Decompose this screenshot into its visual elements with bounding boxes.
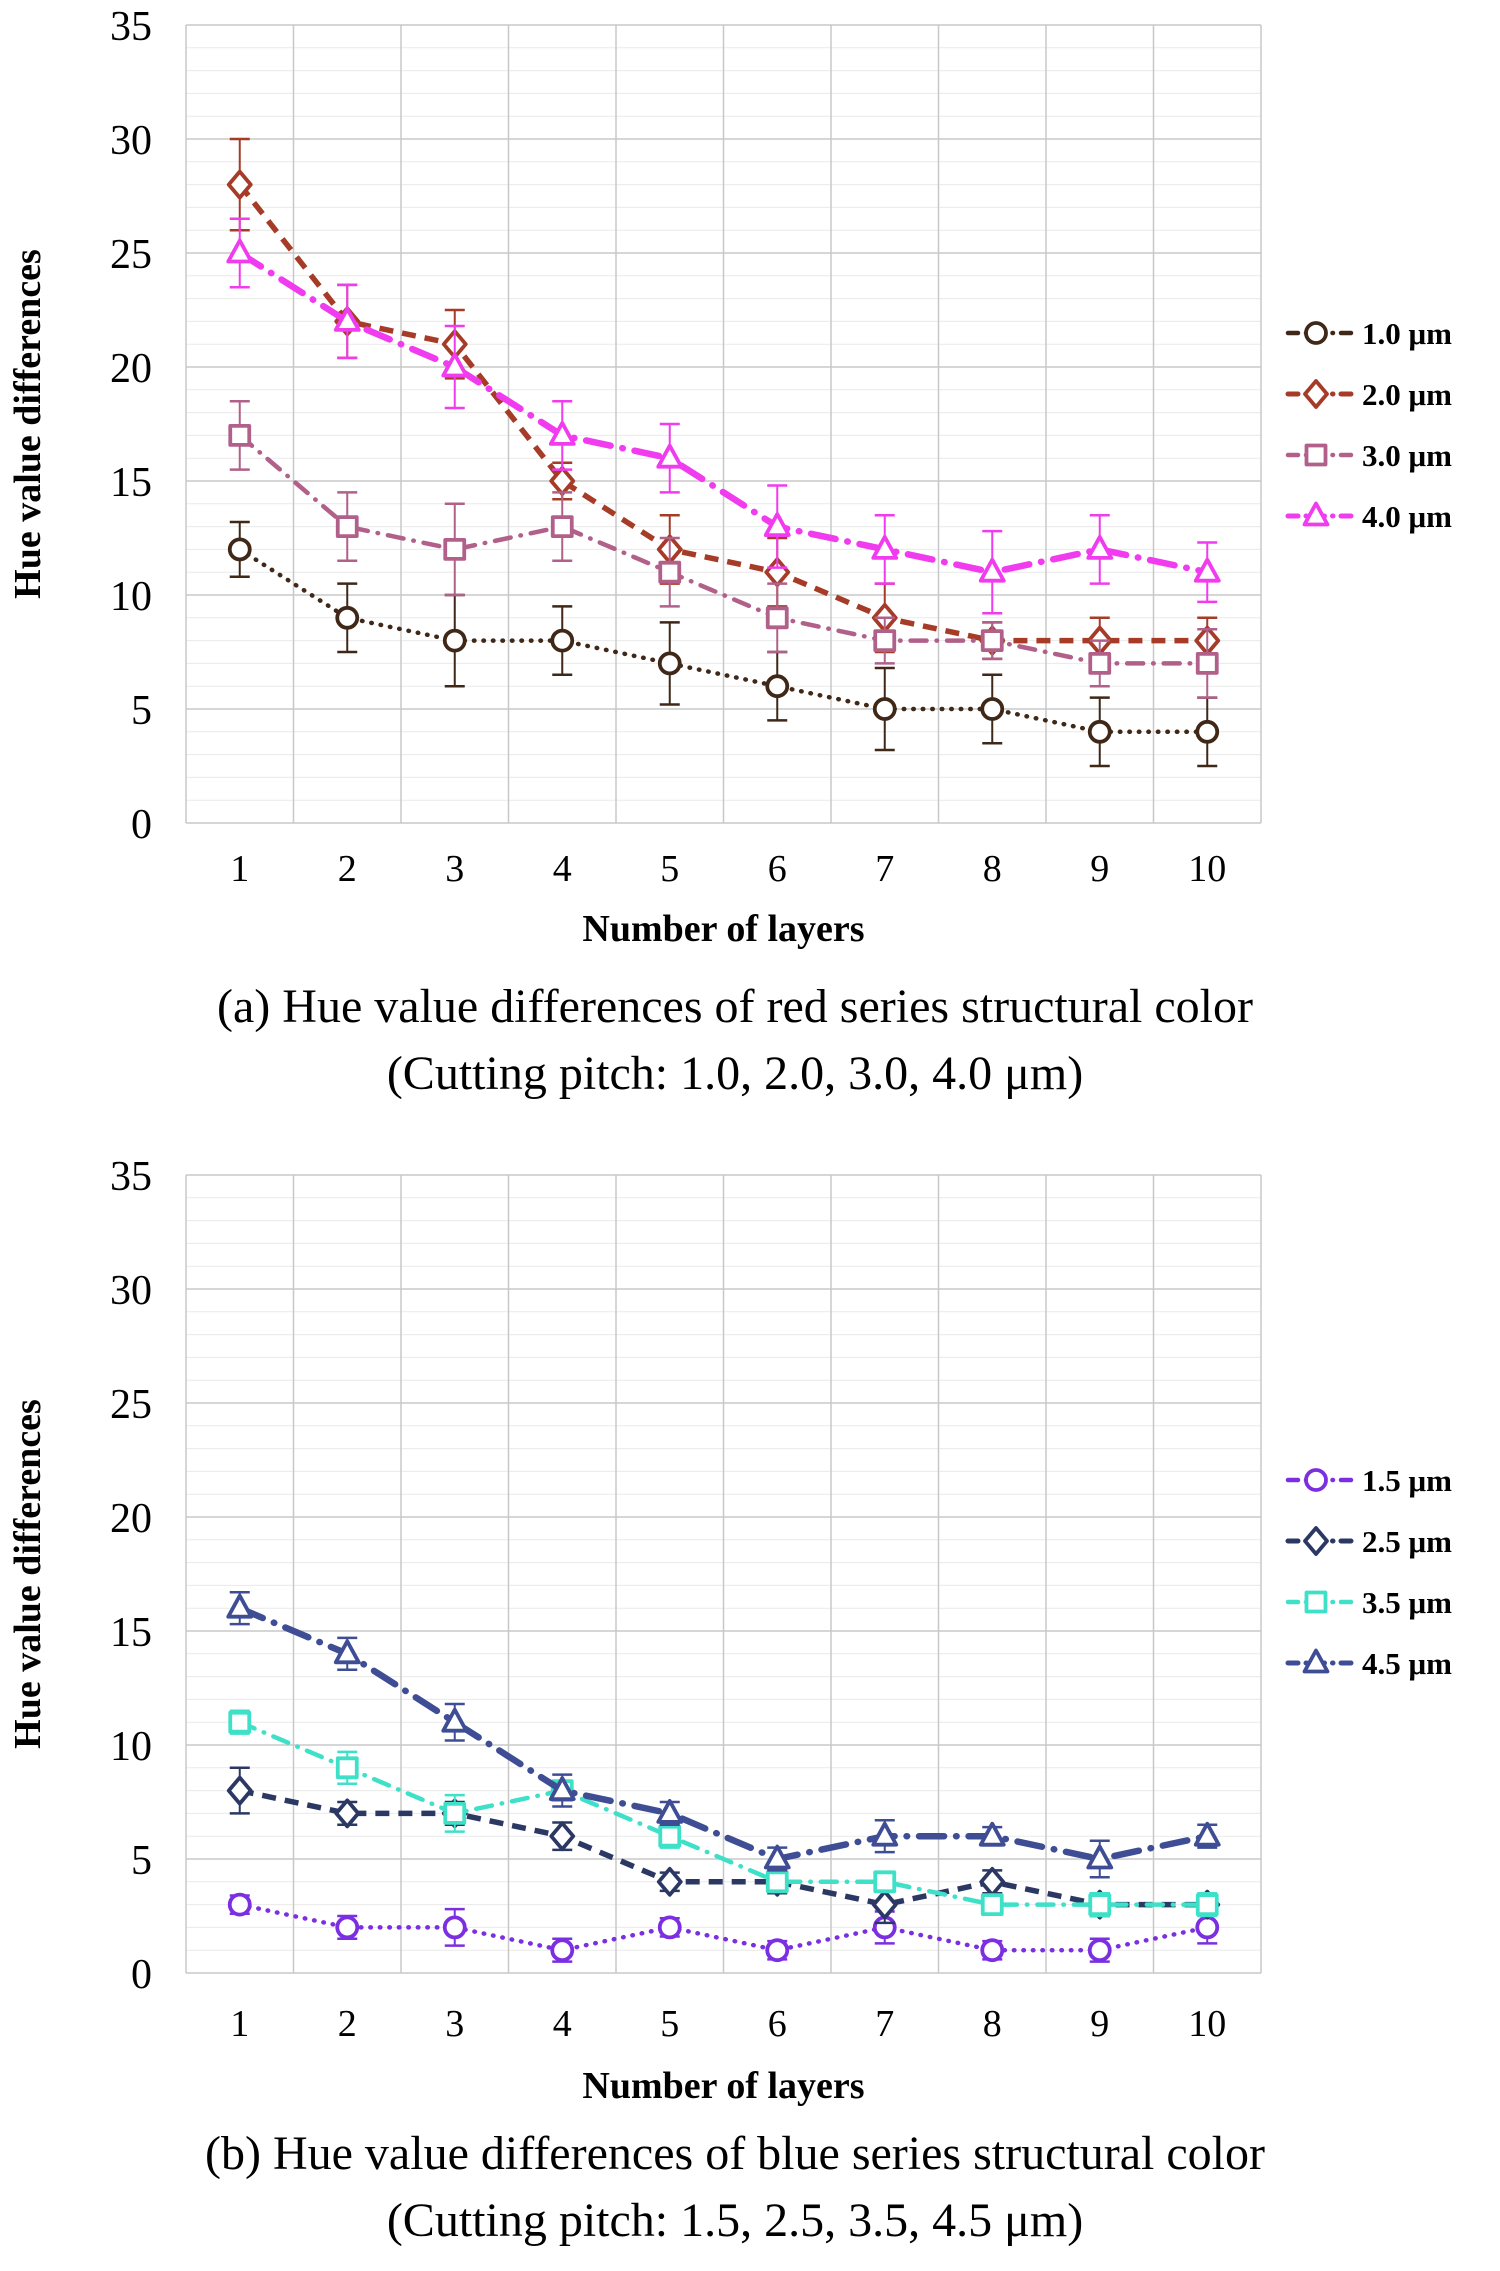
y-axis-title: Hue value differences [7,249,49,599]
legend [1288,1463,1452,1681]
data-point-marker [1090,1940,1110,1960]
data-point-marker [336,1800,358,1826]
x-tick-label: 7 [875,848,895,890]
data-point-marker [983,1895,1002,1914]
data-point-marker [875,1872,894,1891]
caption-b-line2: (Cutting pitch: 1.5, 2.5, 3.5, 4.5 μm) [386,2194,1084,2247]
data-point-marker [981,1869,1003,1895]
chart-b-canvas [0,1150,1500,2271]
data-point-marker [551,1823,573,1849]
legend-marker-icon [1307,1593,1326,1612]
x-tick-label: 2 [337,2003,357,2045]
data-point-marker [768,1872,787,1891]
data-point-marker [767,676,787,696]
data-point-marker [445,1804,464,1823]
legend-label: 2.5 μm [1362,1524,1452,1559]
y-tick-label: 15 [110,460,152,506]
data-point-marker [875,631,894,650]
data-point-marker [1197,722,1217,742]
x-tick-label: 1 [230,2003,250,2045]
data-point-marker [982,699,1002,719]
data-point-marker [874,1892,896,1918]
legend-item-3.0 μm [1288,438,1452,473]
y-tick-label: 20 [110,346,152,392]
data-point-marker [1090,654,1109,673]
x-tick-label: 6 [767,2003,787,2045]
data-point-marker [660,563,679,582]
x-tick-label: 4 [552,2003,572,2045]
y-tick-label: 25 [110,1382,152,1428]
data-point-marker [229,1778,251,1804]
data-point-marker [228,241,251,262]
y-tick-label: 0 [131,802,152,848]
y-axis-title: Hue value differences [7,1399,49,1749]
x-tick-label: 5 [660,2003,680,2045]
data-point-marker [1088,537,1111,558]
data-point-marker [1198,654,1217,673]
x-tick-label: 10 [1188,2003,1227,2045]
legend-item-1.0 μm [1288,316,1452,351]
legend-item-4.0 μm [1288,499,1452,534]
y-tick-label: 5 [131,1838,152,1884]
caption-a-line2: (Cutting pitch: 1.0, 2.0, 3.0, 4.0 μm) [386,1047,1084,1100]
data-point-marker [1090,1895,1109,1914]
data-point-marker [445,631,465,651]
data-point-marker [660,1917,680,1937]
x-tick-label: 9 [1090,2003,1110,2045]
y-tick-label: 10 [110,1724,152,1770]
legend-item-3.5 μm [1288,1585,1452,1620]
data-point-marker [337,1917,357,1937]
y-tick-label: 20 [110,1496,152,1542]
x-tick-label: 3 [445,2003,465,2045]
legend-marker-icon [1306,1470,1326,1490]
data-point-marker [228,1596,251,1617]
data-point-marker [767,1940,787,1960]
y-tick-label: 5 [131,688,152,734]
data-point-marker [981,560,1004,581]
data-point-marker [1090,722,1110,742]
data-point-marker [445,1917,465,1937]
legend-item-4.5 μm [1288,1646,1452,1681]
data-point-marker [1196,1824,1219,1845]
legend-item-1.5 μm [1288,1463,1452,1498]
y-tick-label: 35 [110,4,152,50]
data-point-marker [337,608,357,628]
x-tick-label: 3 [445,848,465,890]
data-point-marker [230,539,250,559]
y-tick-label: 30 [110,1268,152,1314]
x-axis-title: Number of layers [582,2065,865,2107]
x-tick-label: 8 [982,848,1002,890]
legend-marker-icon [1305,1528,1327,1554]
x-tick-label: 10 [1188,848,1227,890]
x-tick-label: 4 [552,848,572,890]
data-point-marker [553,517,572,536]
data-point-marker [1198,1895,1217,1914]
y-tick-label: 0 [131,1952,152,1998]
data-point-marker [338,1758,357,1777]
data-point-marker [768,608,787,627]
data-point-marker [875,699,895,719]
legend-label: 3.0 μm [1362,438,1452,473]
legend-item-2.5 μm [1288,1524,1452,1559]
legend-label: 2.0 μm [1362,377,1452,412]
y-tick-label: 25 [110,232,152,278]
x-tick-label: 2 [337,848,357,890]
data-point-marker [338,517,357,536]
caption-a-line1: (a) Hue value differences of red series structural color [217,980,1253,1033]
data-point-marker [230,426,249,445]
legend-marker-icon [1306,323,1326,343]
data-point-marker [983,631,1002,650]
data-point-marker [445,540,464,559]
x-tick-label: 1 [230,848,250,890]
x-tick-label: 8 [982,2003,1002,2045]
caption-b-line1: (b) Hue value differences of blue series structural color [204,2127,1266,2180]
data-point-marker [660,1827,679,1846]
data-point-marker [552,1940,572,1960]
x-tick-label: 7 [875,2003,895,2045]
data-point-marker [660,653,680,673]
data-point-marker [230,1713,249,1732]
legend-marker-icon [1307,446,1326,465]
legend-label: 4.5 μm [1362,1646,1452,1681]
data-point-marker [552,631,572,651]
legend-marker-icon [1305,381,1327,407]
x-tick-label: 5 [660,848,680,890]
x-tick-label: 6 [767,848,787,890]
y-tick-label: 15 [110,1610,152,1656]
data-point-marker [1197,1917,1217,1937]
y-tick-label: 10 [110,574,152,620]
x-tick-label: 9 [1090,848,1110,890]
legend-label: 3.5 μm [1362,1585,1452,1620]
legend-item-2.0 μm [1288,377,1452,412]
x-axis-title: Number of layers [582,908,865,950]
chart-a-canvas [0,0,1500,1105]
y-tick-label: 30 [110,118,152,164]
legend [1288,316,1452,534]
legend-label: 4.0 μm [1362,499,1452,534]
y-tick-label: 35 [110,1154,152,1200]
data-point-marker [982,1940,1002,1960]
legend-label: 1.0 μm [1362,316,1452,351]
data-point-marker [230,1895,250,1915]
legend-label: 1.5 μm [1362,1463,1452,1498]
